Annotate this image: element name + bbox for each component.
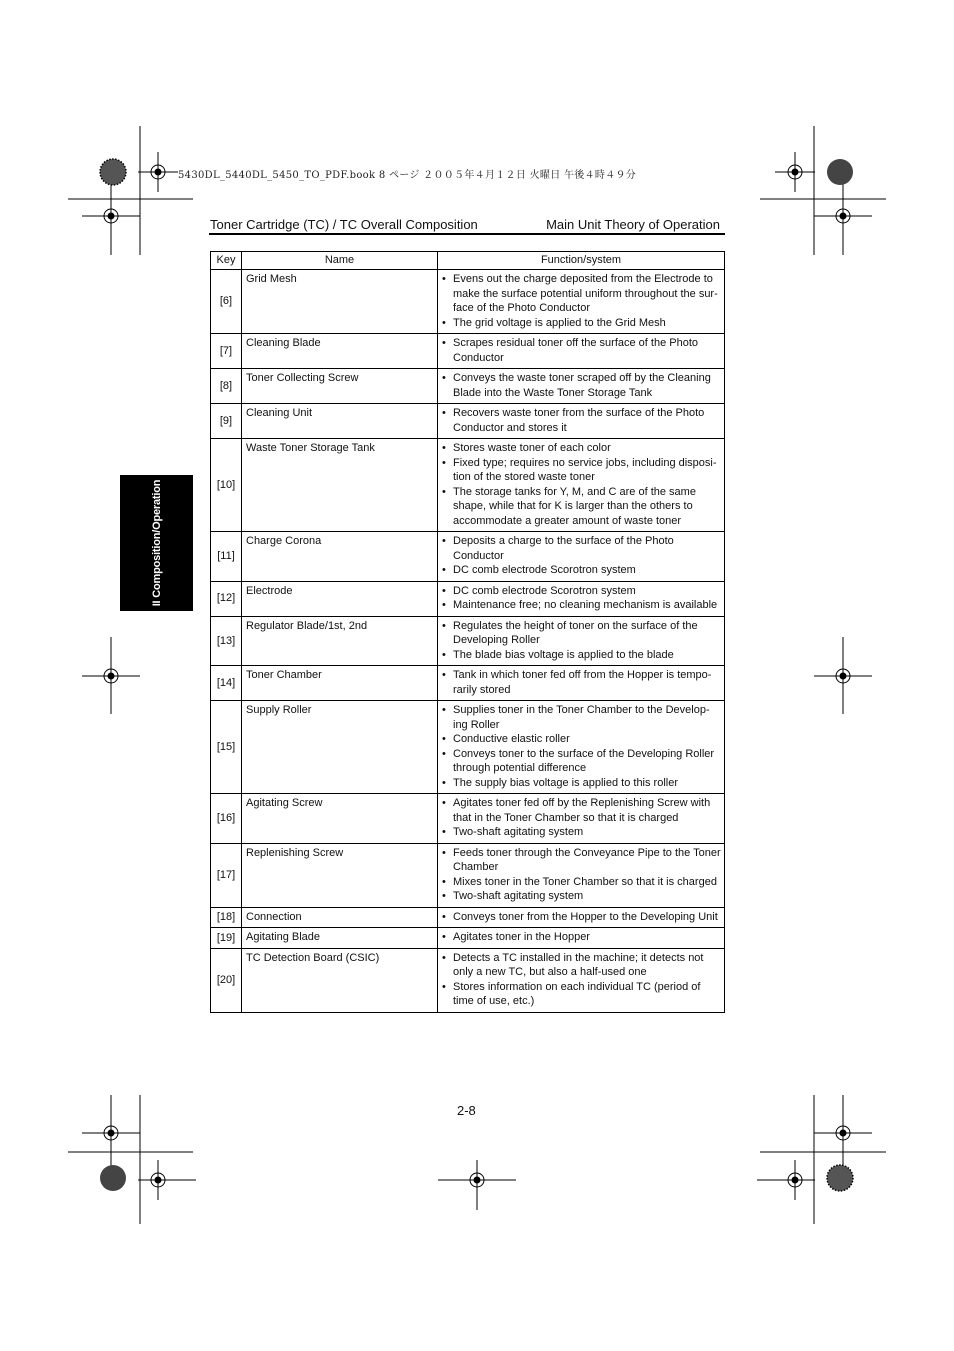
row-key: [15]	[211, 701, 242, 794]
row-name: Charge Corona	[242, 532, 438, 582]
row-name: Waste Toner Storage Tank	[242, 439, 438, 532]
function-list	[442, 272, 721, 330]
row-functions	[438, 581, 725, 616]
row-key: [16]	[211, 794, 242, 844]
row-name: Connection	[242, 907, 438, 928]
function-item: • The grid voltage is applied to the Grid Mesh	[442, 316, 721, 331]
function-list	[442, 336, 721, 365]
function-item: • Stores information on each individual TC (period of time of use, etc.)	[442, 980, 721, 1009]
table-row	[211, 404, 725, 439]
function-item: • Scrapes residual toner off the surface of the Photo Conductor	[442, 336, 721, 365]
column-header-name: Name	[242, 252, 438, 270]
table-row	[211, 794, 725, 844]
function-item: • Feeds toner through the Conveyance Pipe to the Toner Chamber	[442, 846, 721, 875]
print-info-line: 5430DL_5440DL_5450_TO_PDF.book 8 ページ ２００５年４月１２日 火曜日 午後４時４９分	[178, 170, 637, 181]
row-key: [20]	[211, 948, 242, 1012]
row-key: [19]	[211, 928, 242, 949]
row-functions	[438, 334, 725, 369]
row-functions	[438, 701, 725, 794]
function-item: • The supply bias voltage is applied to this roller	[442, 776, 721, 791]
function-item: • Conveys toner to the surface of the Developing Roller through potential difference	[442, 747, 721, 776]
row-functions	[438, 270, 725, 334]
row-key: [8]	[211, 369, 242, 404]
function-list	[442, 668, 721, 697]
function-item: • Detects a TC installed in the machine; it detects not only a new TC, but also a half-used one	[442, 951, 721, 980]
row-name: Cleaning Unit	[242, 404, 438, 439]
row-key: [6]	[211, 270, 242, 334]
row-name: TC Detection Board (CSIC)	[242, 948, 438, 1012]
table-row	[211, 948, 725, 1012]
table-row	[211, 334, 725, 369]
function-table	[210, 251, 725, 1013]
function-item: • Regulates the height of toner on the surface of the Developing Roller	[442, 619, 721, 648]
row-name: Regulator Blade/1st, 2nd	[242, 616, 438, 666]
table-row	[211, 439, 725, 532]
row-key: [7]	[211, 334, 242, 369]
row-key: [10]	[211, 439, 242, 532]
function-item: • Tank in which toner fed off from the Hopper is tempo-rarily stored	[442, 668, 721, 697]
table-row	[211, 270, 725, 334]
table-row	[211, 532, 725, 582]
function-list	[442, 584, 721, 613]
function-list	[442, 619, 721, 663]
function-item: • Stores waste toner of each color	[442, 441, 721, 456]
row-functions	[438, 369, 725, 404]
row-name: Agitating Screw	[242, 794, 438, 844]
row-name: Agitating Blade	[242, 928, 438, 949]
row-key: [17]	[211, 843, 242, 907]
function-item: • The storage tanks for Y, M, and C are of the same shape, while that for K is larger than the others to accommodate a greater amount of waste toner	[442, 485, 721, 529]
table-row	[211, 907, 725, 928]
row-name: Grid Mesh	[242, 270, 438, 334]
function-item: • Mixes toner in the Toner Chamber so that it is charged	[442, 875, 721, 890]
table-row	[211, 616, 725, 666]
function-item: • Two-shaft agitating system	[442, 825, 721, 840]
function-item: • Supplies toner in the Toner Chamber to the Develop-ing Roller	[442, 703, 721, 732]
column-header-function: Function/system	[438, 252, 725, 270]
row-name: Supply Roller	[242, 701, 438, 794]
row-key: [18]	[211, 907, 242, 928]
function-item: • DC comb electrode Scorotron system	[442, 584, 721, 599]
table-row	[211, 928, 725, 949]
page-number: 2-8	[457, 1103, 476, 1118]
header-rule	[209, 233, 725, 235]
function-list	[442, 796, 721, 840]
table-row	[211, 666, 725, 701]
section-title: Toner Cartridge (TC) / TC Overall Composition	[210, 217, 478, 232]
function-list	[442, 910, 721, 925]
row-name: Toner Collecting Screw	[242, 369, 438, 404]
function-item: • DC comb electrode Scorotron system	[442, 563, 721, 578]
function-list	[442, 406, 721, 435]
function-item: • Evens out the charge deposited from the Electrode to make the surface potential uniform throughout the sur-face of the Photo Conductor	[442, 272, 721, 316]
row-key: [11]	[211, 532, 242, 582]
function-item: • Conveys toner from the Hopper to the Developing Unit	[442, 910, 721, 925]
function-item: • Agitates toner in the Hopper	[442, 930, 721, 945]
row-name: Replenishing Screw	[242, 843, 438, 907]
row-name: Toner Chamber	[242, 666, 438, 701]
function-list	[442, 371, 721, 400]
function-item: • The blade bias voltage is applied to the blade	[442, 648, 721, 663]
function-item: • Deposits a charge to the surface of the Photo Conductor	[442, 534, 721, 563]
row-key: [14]	[211, 666, 242, 701]
function-list	[442, 930, 721, 945]
table-row	[211, 701, 725, 794]
function-list	[442, 534, 721, 578]
function-item: • Agitates toner fed off by the Replenishing Screw with that in the Toner Chamber so that it is charged	[442, 796, 721, 825]
function-item: • Fixed type; requires no service jobs, including disposi-tion of the stored waste toner	[442, 456, 721, 485]
function-list	[442, 441, 721, 528]
function-item: • Maintenance free; no cleaning mechanism is available	[442, 598, 721, 613]
function-list	[442, 846, 721, 904]
table-row	[211, 369, 725, 404]
function-list	[442, 951, 721, 1009]
row-functions	[438, 794, 725, 844]
row-functions	[438, 843, 725, 907]
table-body	[211, 270, 725, 1013]
row-name: Cleaning Blade	[242, 334, 438, 369]
row-functions	[438, 928, 725, 949]
function-item: • Conveys the waste toner scraped off by the Cleaning Blade into the Waste Toner Storage Tank	[442, 371, 721, 400]
table-header-row	[211, 252, 725, 270]
function-item: • Two-shaft agitating system	[442, 889, 721, 904]
row-functions	[438, 439, 725, 532]
row-functions	[438, 948, 725, 1012]
table-row	[211, 581, 725, 616]
row-key: [13]	[211, 616, 242, 666]
function-item: • Recovers waste toner from the surface of the Photo Conductor and stores it	[442, 406, 721, 435]
table-row	[211, 843, 725, 907]
chapter-title: Main Unit Theory of Operation	[546, 217, 720, 232]
side-tab-label: II Composition/Operation	[150, 479, 163, 607]
row-functions	[438, 907, 725, 928]
function-list	[442, 703, 721, 790]
row-key: [12]	[211, 581, 242, 616]
row-functions	[438, 666, 725, 701]
row-functions	[438, 532, 725, 582]
chapter-side-tab	[120, 475, 193, 611]
row-functions	[438, 404, 725, 439]
function-item: • Conductive elastic roller	[442, 732, 721, 747]
row-key: [9]	[211, 404, 242, 439]
row-functions	[438, 616, 725, 666]
column-header-key: Key	[211, 252, 242, 270]
row-name: Electrode	[242, 581, 438, 616]
